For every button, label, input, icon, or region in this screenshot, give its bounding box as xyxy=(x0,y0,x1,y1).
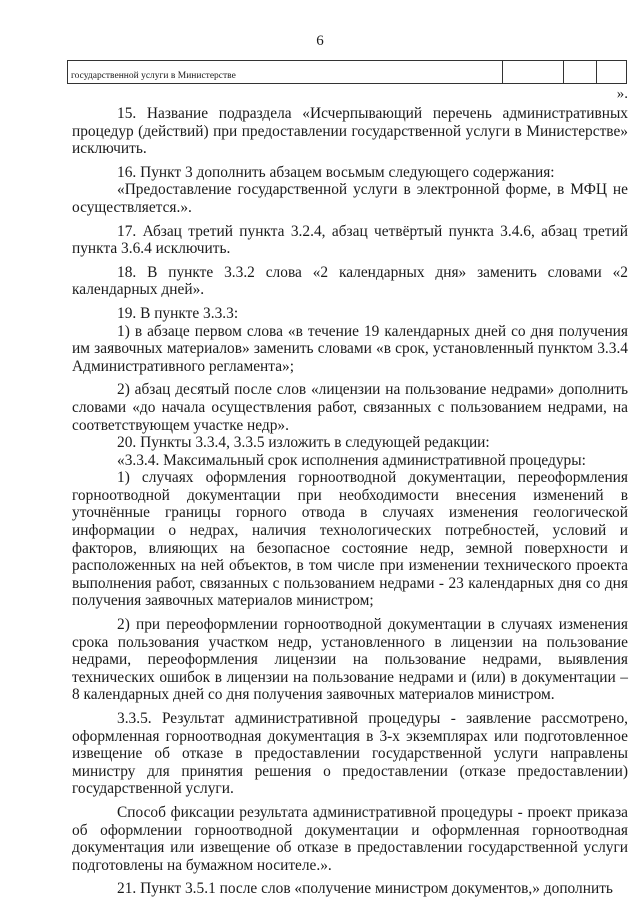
paragraph-16-quote: «Предоставление государственной услуги в электронной форме, в МФЦ не осуществляется.». xyxy=(72,181,628,216)
paragraph-15: 15. Название подраздела «Исчерпывающий перечень административных процедур (действий) при предоставлении государственной услуги в Министерстве» исключить. xyxy=(72,105,628,158)
paragraph-19: 19. В пункте 3.3.3: xyxy=(117,304,239,322)
document-body xyxy=(72,105,628,898)
table-cell-empty-2 xyxy=(564,61,597,83)
page-number: 6 xyxy=(316,33,324,49)
paragraph-21: 21. Пункт 3.5.1 после слов «получение министром документов,» дополнить xyxy=(117,880,613,898)
paragraph-3-3-4-item-2: 2) при переоформлении горноотводной документации в случаях изменения срока пользования участком недр, установленного в лицензии на пользование недрами, переоформления лицензии на пользование недрами, выявления технических ошибок в лицензии на пользование недрами и (или) в документации – 8 календарных дней со дня получения заявочных материалов министром. xyxy=(72,616,628,704)
paragraph-18: 18. В пункте 3.3.2 слова «2 календарных дня» заменить словами «2 календарных дней». xyxy=(72,263,628,299)
paragraph-19-item-2: 2) абзац десятый после слов «лицензии на пользование недрами» дополнить словами «до начала осуществления работ, связанных с пользованием недрами, на соответствующем участке недр». xyxy=(72,381,628,434)
paragraph-fixation-method: Способ фиксации результата административной процедуры - проект приказа об оформлении горноотводной документации и оформленная горноотводная документация или извещение об отказе в предоставлении государственной услуги подготовлены на бумажном носителе.». xyxy=(72,803,628,874)
continuation-table-row xyxy=(67,60,627,84)
table-cell-empty-3 xyxy=(597,61,626,83)
paragraph-17: 17. Абзац третий пункта 3.2.4, абзац четвёртый пункта 3.4.6, абзац третий пункта 3.6.4 исключить. xyxy=(72,222,628,258)
paragraph-20: 20. Пункты 3.3.4, 3.3.5 изложить в следующей редакции: xyxy=(117,434,490,452)
paragraph-3-3-5: 3.3.5. Результат административной процедуры - заявление рассмотрено, оформленная горноотводная документация в 3-х экземплярах или подготовленное извещение об отказе в предоставлении государственной услуги направлены министру для принятия решения о предоставлении (отказе предоставлении) государственной услуги. xyxy=(72,710,628,798)
paragraph-3-3-4: «3.3.4. Максимальный срок исполнения административной процедуры: xyxy=(117,451,586,469)
paragraph-19-item-1: 1) в абзаце первом слова «в течение 19 календарных дней со дня получения им заявочных материалов» заменить словами «в срок, установленный пунктом 3.3.4 Административного регламента»; xyxy=(72,322,628,375)
closing-quote: ». xyxy=(616,86,628,102)
table-cell-empty-1 xyxy=(503,61,564,83)
table-cell-service-name: государственной услуги в Министерстве xyxy=(68,61,503,83)
paragraph-16: 16. Пункт 3 дополнить абзацем восьмым следующего содержания: xyxy=(117,163,555,181)
paragraph-3-3-4-item-1: 1) случаях оформления горноотводной документации, переоформления горноотводной документации при необходимости внесения изменений в уточнённые границы горного отвода в случаях изменения геологической информации о недрах, наличия технологических потребностей, условий и факторов, влияющих на безопасное состояние недр, земной поверхности и расположенных на ней объектов, в том числе при изменении технического проекта выполнения работ, связанных с пользованием недрами - 23 календарных дня со дня получения заявочных материалов министром; xyxy=(72,469,628,610)
